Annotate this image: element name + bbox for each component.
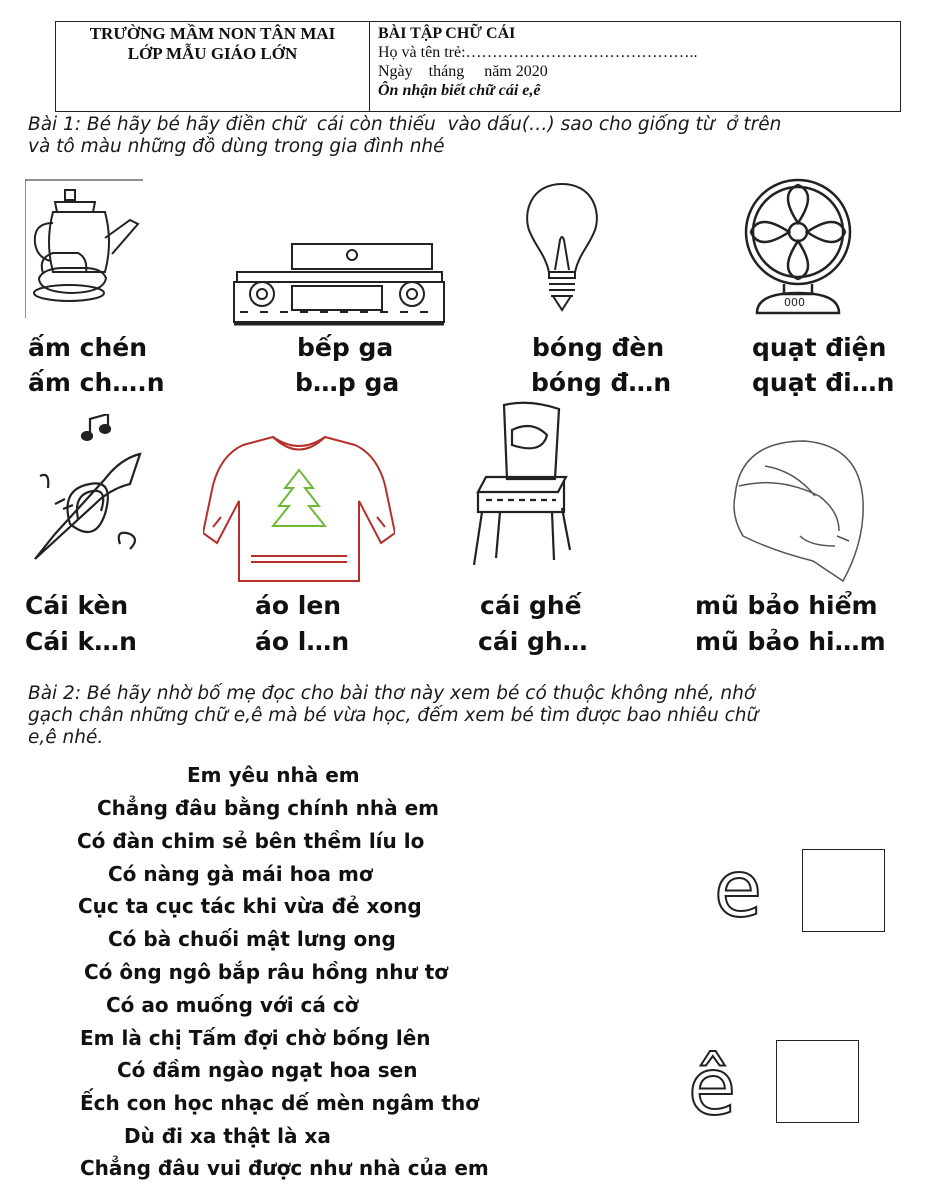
letter-e-circumflex-outline: ê	[688, 1043, 736, 1133]
poem-line-12: Dù đi xa thật là xa	[124, 1124, 331, 1148]
light-bulb-icon	[521, 182, 603, 317]
school-name: TRƯỜNG MẦM NON TÂN MAI	[89, 24, 336, 43]
count-box-e-circumflex[interactable]	[776, 1040, 859, 1123]
sweater-icon	[203, 432, 395, 582]
exercise2-instruction-line2: gạch chân những chữ e,ê mà bé vừa học, đếm xem bé tìm được bao nhiêu chữ	[28, 705, 759, 726]
blank-mu-bao-hiem[interactable]: mũ bảo hi…m	[695, 627, 886, 656]
count-box-e[interactable]	[802, 849, 885, 932]
blank-bong-den[interactable]: bóng đ…n	[531, 368, 672, 397]
worksheet-title: BÀI TẬP CHỮ CÁI	[378, 25, 516, 42]
word-bep-ga: bếp ga	[297, 333, 394, 362]
poem-line-10: Có đầm ngào ngạt hoa sen	[117, 1058, 418, 1082]
poem-line-13: Chẳng đâu vui được như nhà của em	[80, 1156, 489, 1180]
word-cai-ken: Cái kèn	[25, 591, 129, 620]
helmet-icon	[725, 436, 865, 584]
exercise2-instruction	[28, 683, 908, 749]
exercise1-instruction-line1: Bài 1: Bé hãy bé hãy điền chữ cái còn thiếu vào dấu(…) sao cho giống từ ở trên	[28, 114, 782, 135]
stove-icon	[232, 232, 454, 327]
poem-line-4: Có nàng gà mái hoa mơ	[108, 862, 373, 886]
poem-line-1: Em yêu nhà em	[187, 763, 360, 787]
letter-e-outline: e	[714, 845, 762, 935]
poem-line-2: Chẳng đâu bằng chính nhà em	[97, 796, 440, 820]
blank-ao-len[interactable]: áo l…n	[255, 627, 350, 656]
header-divider	[369, 22, 370, 111]
chair-icon	[466, 400, 576, 570]
date-line: Ngày tháng năm 2020	[378, 63, 548, 80]
worksheet-header	[55, 21, 901, 112]
poem-line-7: Có ông ngô bắp râu hồng như tơ	[84, 960, 449, 984]
blank-quat-dien[interactable]: quạt đi…n	[752, 368, 895, 397]
name-line: Họ và tên trẻ:……………………………………..	[378, 44, 698, 61]
fan-icon	[742, 178, 854, 318]
blank-bep-ga[interactable]: b…p ga	[295, 368, 400, 397]
word-quat-dien: quạt điện	[752, 333, 887, 362]
poem-line-11: Ếch con học nhạc dế mèn ngâm thơ	[80, 1091, 479, 1115]
word-cai-ghe: cái ghế	[480, 591, 582, 620]
worksheet-subtitle: Ôn nhận biết chữ cái e,ê	[378, 82, 541, 99]
exercise2-instruction-line3: e,ê nhé.	[28, 727, 104, 748]
word-bong-den: bóng đèn	[532, 333, 665, 362]
teapot-icon	[25, 178, 143, 318]
worksheet-info	[378, 24, 698, 100]
word-am-chen: ấm chén	[28, 333, 147, 362]
blank-am-chen[interactable]: ấm ch….n	[28, 368, 165, 397]
word-mu-bao-hiem: mũ bảo hiểm	[695, 591, 878, 620]
poem-line-3: Có đàn chim sẻ bên thềm líu lo	[77, 829, 425, 853]
class-name: LỚP MẪU GIÁO LỚN	[127, 44, 298, 63]
poem-line-8: Có ao muống với cá cờ	[106, 993, 359, 1017]
exercise2-instruction-line1: Bài 2: Bé hãy nhờ bố mẹ đọc cho bài thơ này xem bé có thuộc không nhé, nhớ	[28, 683, 756, 704]
poem-line-9: Em là chị Tấm đợi chờ bống lên	[80, 1026, 431, 1050]
poem-line-6: Có bà chuối mật lưng ong	[108, 927, 396, 951]
blank-cai-ken[interactable]: Cái k…n	[25, 627, 137, 656]
poem-line-5: Cục ta cục tác khi vừa đẻ xong	[78, 894, 422, 918]
svg-text:000: 000	[784, 296, 805, 309]
blank-cai-ghe[interactable]: cái gh…	[478, 627, 588, 656]
word-ao-len: áo len	[255, 591, 342, 620]
school-info	[56, 24, 369, 64]
exercise1-instruction-line2: và tô màu những đồ dùng trong gia đình nhé	[28, 136, 445, 157]
exercise1-instruction	[28, 114, 908, 158]
trumpet-icon	[30, 414, 150, 569]
